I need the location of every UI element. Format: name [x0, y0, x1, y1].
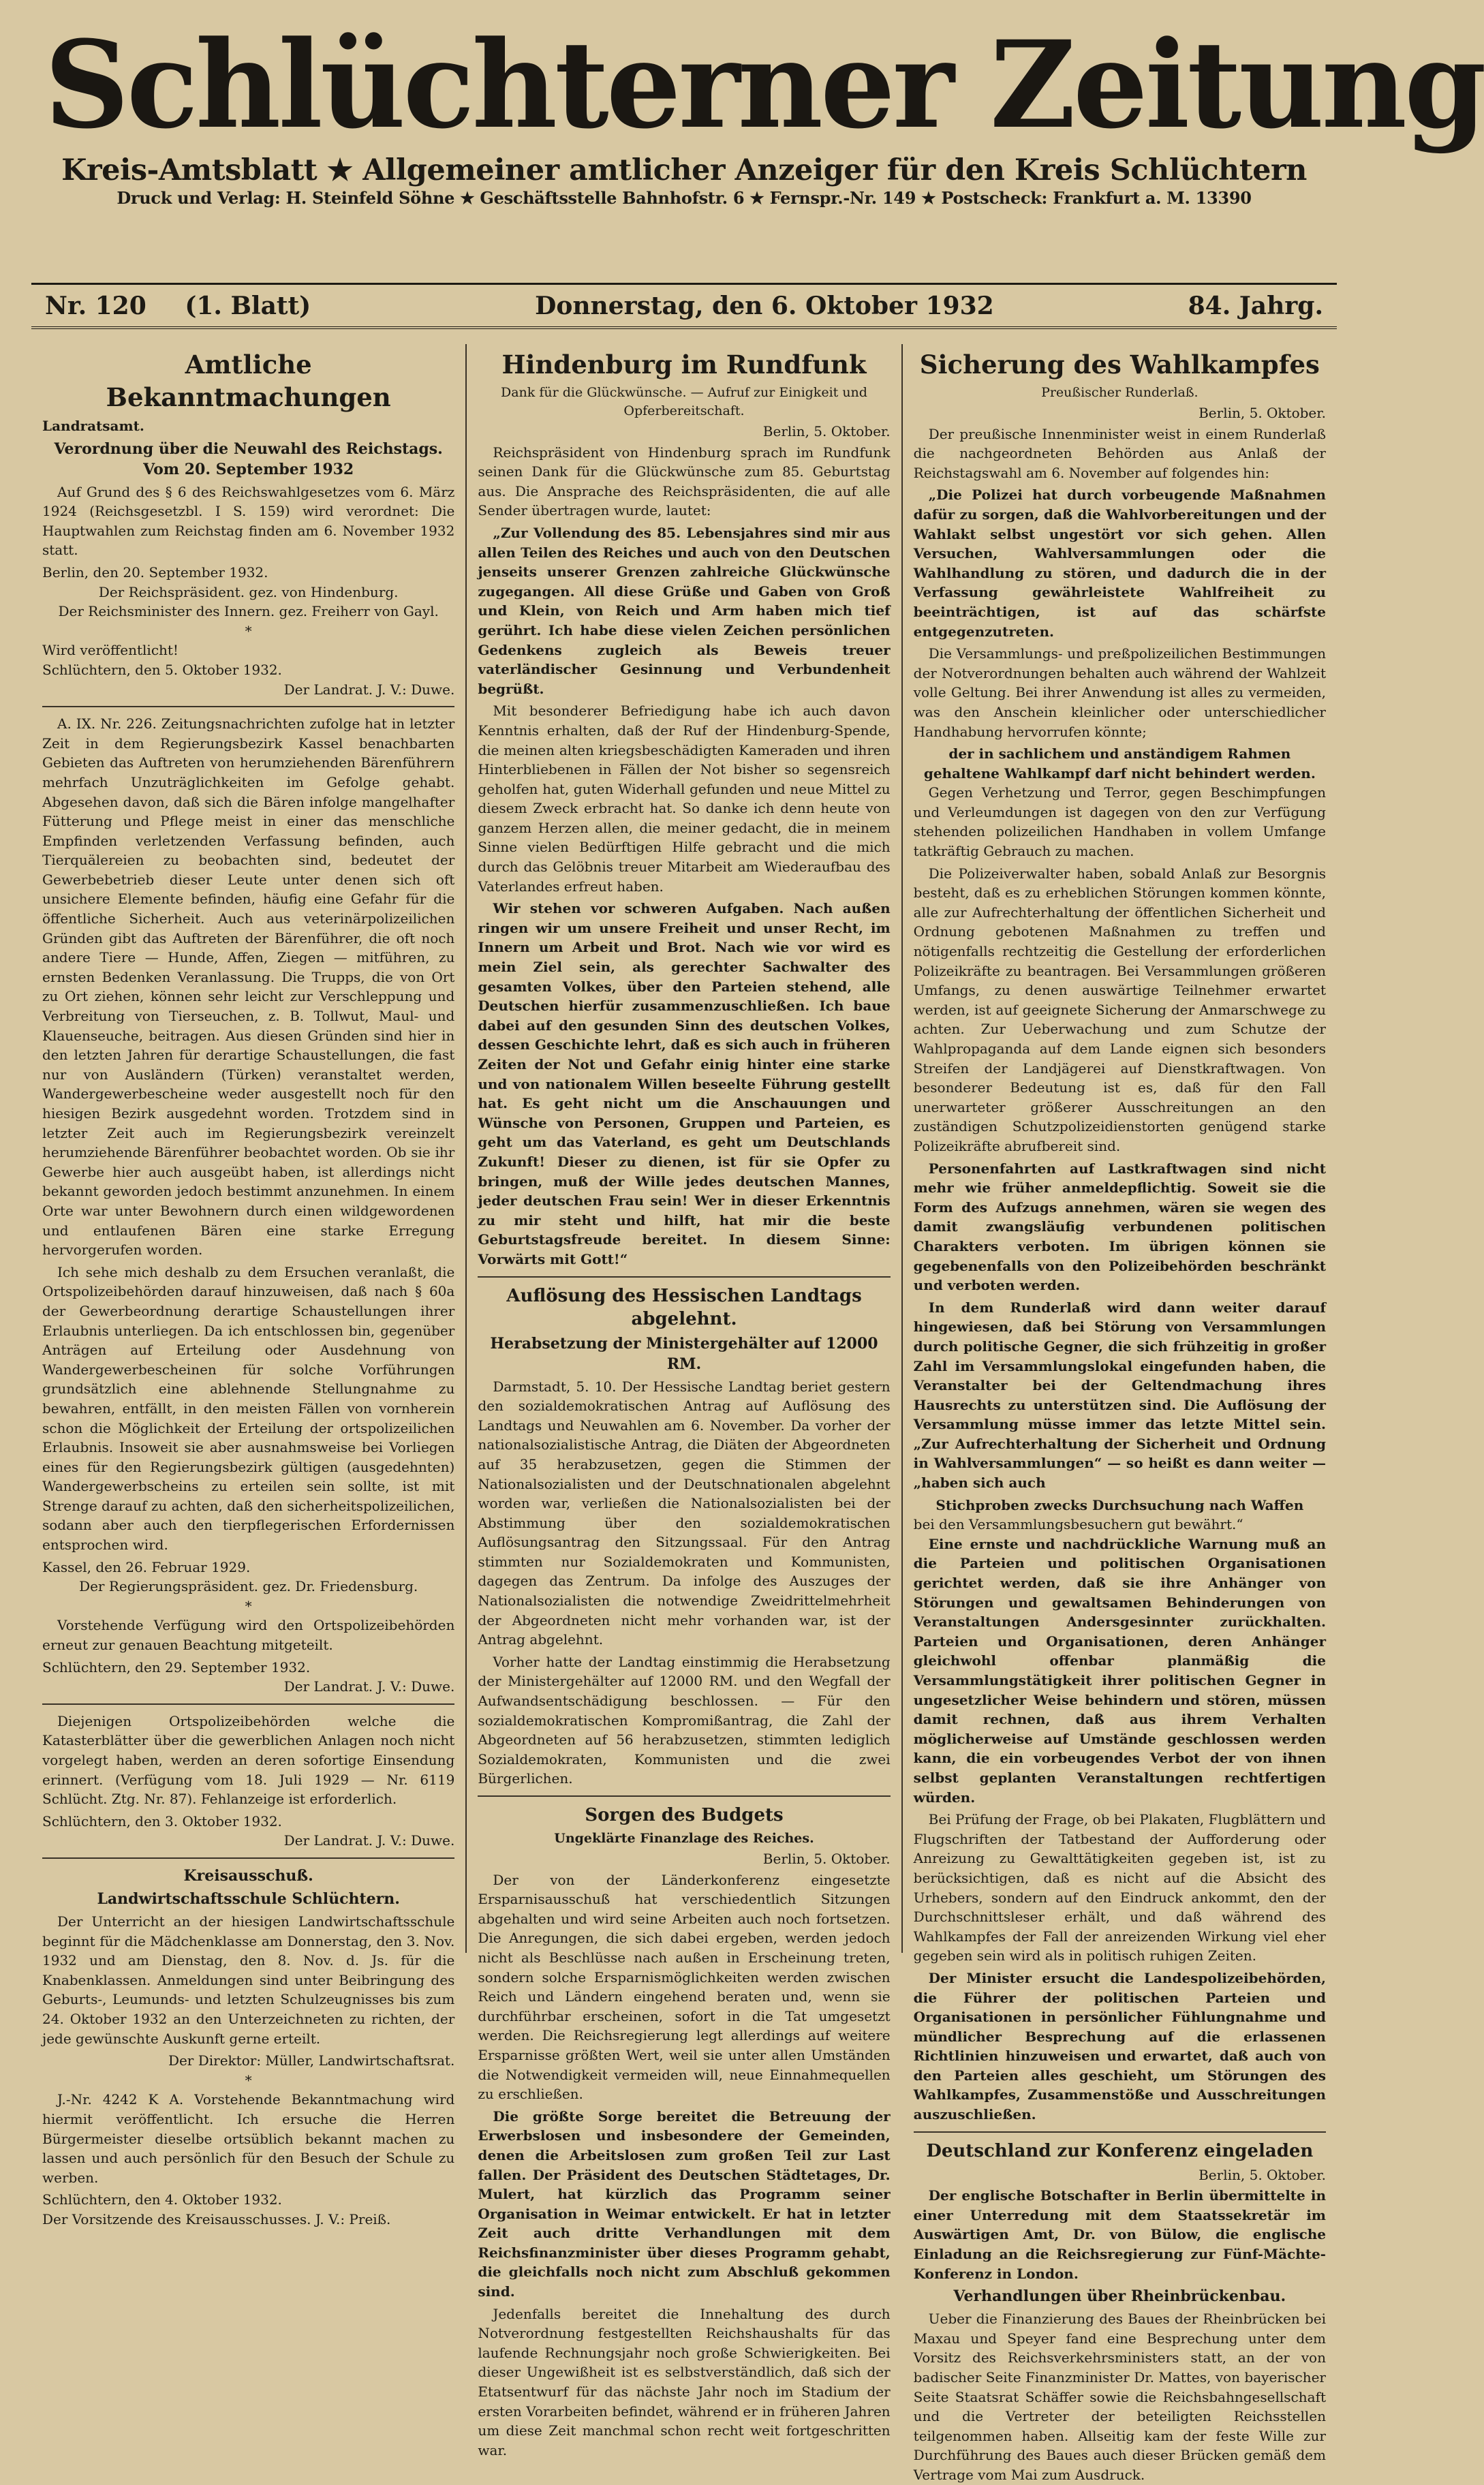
- separator-star: *: [245, 1597, 252, 1614]
- subheadline: Preußischer Runderlaß.: [1041, 385, 1199, 400]
- column-official-notices: [31, 344, 465, 2227]
- paragraph: Wir stehen vor schweren Aufgaben. Nach außen ringen wir um unsere Freiheit und unser Recht, im Innern um Arbeit und Brot. Nach wie vor wird es mein Ziel sein, als gerechter Sachwalter des gesamten Volkes, über den Parteien stehend, alle Deutschen hierfür zusammenzuschließen. Ich baue dabei auf den gesunden Sinn des deutschen Volkes, dessen Geschichte lehrt, daß es sich auch in früheren Zeiten der Not und Gefahr einig hinter eine starke und von nationalem Willen beseelte Führung gestellt hat. Es geht nicht um die Anschauungen und Wünsche von Personen, Gruppen und Parteien, es geht um das Vaterland, es geht um Deutschlands Zukunft! Dieser zu dienen, ist für sie Opfer zu bringen, muß der Wille jedes deutschen Mannes, jeder deutschen Frau sein! Wer in dieser Erkenntnis zu mir steht und hilft, hat mir die beste Geburtstagsfreude bereitet. In diesem Sinne: Vorwärts mit Gott!“: [478, 900, 891, 1267]
- paragraph: der in sachlichem und anständigem Rahmen gehaltene Wahlkampf darf nicht behindert werden.: [923, 745, 1316, 782]
- headline: Auflösung des Hessischen Landtags abgelehnt.: [506, 1285, 862, 1329]
- paragraph: Personenfahrten auf Lastkraftwagen sind nicht mehr wie früher anmeldepflichtig. Soweit sie die Form des Aufzugs annehmen, wären sie wegen des damit zwangsläufig verbundenen politischen Charakters verboten. Im übrigen können sie gegebenenfalls von den Polizeibehörden beschränkt und verboten werden.: [913, 1160, 1326, 1294]
- headline: Sorgen des Budgets: [585, 1805, 784, 1825]
- divider: [42, 1857, 454, 1859]
- headline: Sicherung des Wahlkampfes: [919, 350, 1320, 380]
- signature: Der Direktor: Müller, Landwirtschaftsrat.: [168, 2052, 455, 2069]
- divider: [42, 1703, 454, 1705]
- subheadline: Verhandlungen über Rheinbrückenbau.: [953, 2287, 1286, 2306]
- subheadline: Ungeklärte Finanzlage des Reiches.: [554, 1831, 814, 1846]
- paragraph: Bei Prüfung der Frage, ob bei Plakaten, Flugblättern und Flugschriften der Tatbestand der Aufforderung oder Anreizung zu Gewalttätigkeiten gegeben ist, ist zu berücksichtigen, daß es nicht auf die Absicht des Urhebers, sondern auf den Eindruck ankommt, den der Durchschnittsleser erhält, und daß während des Wahlkampfes der Fall der anreizenden Wirkung viel eher gegeben sein wird als in politisch ruhigen Zeiten.: [913, 1811, 1326, 1964]
- subheadline: Landwirtschaftsschule Schlüchtern.: [97, 1889, 400, 1908]
- paragraph: Die größte Sorge bereitet die Betreuung der Erwerbslosen und insbesondere der Gemeinden, denen die Arbeitslosen zum großen Teil zur Last fallen. Der Präsident des Deutschen Städtetages, Dr. Mulert, hat kürzlich das Programm seiner Organisation in Weimar entwickelt. Er hat in letzter Zeit auch dritte Verhandlungen mit dem Reichsfinanzminister über dieses Programm gehabt, die gleichfalls noch nicht zum Abschluß gekommen sind.: [478, 2108, 891, 2300]
- paragraph: J.-Nr. 4242 K A. Vorstehende Bekanntmachung wird hiermit veröffentlicht. Ich ersuche die Herren Bürgermeister dieselbe ortsüblich bekannt machen zu lassen und auch persönlich für den Besuch der Schule zu werben.: [42, 2091, 455, 2186]
- paragraph: Der Unterricht an der hiesigen Landwirtschaftsschule beginnt für die Mädchenklasse am Donnerstag, den 3. Nov. 1932 und am Dienstag, den 8. Nov. d. Js. für die Knabenklassen. Anmeldungen sind unter Beibringung des Geburts-, Leumunds- und letzten Schulzeugnisses bis zum 24. Oktober 1932 an den Unterzeichneten zu richten, der jede gewünschte Auskunft gerne erteilt.: [42, 1913, 455, 2047]
- newspaper-title: Schlüchterner Zeitung: [44, 14, 1484, 155]
- signature: Der Reichspräsident. gez. von Hindenburg.: [98, 583, 399, 600]
- signature: Der Vorsitzende des Kreisausschusses. J. V.: Preiß.: [42, 2210, 391, 2227]
- headline: Deutschland zur Konferenz eingeladen: [926, 2140, 1314, 2161]
- divider: [478, 1276, 890, 1278]
- dateline-text: Berlin, 5. Oktober.: [1199, 405, 1326, 421]
- issue-sheet: (1. Blatt): [185, 291, 311, 320]
- headline: Hindenburg im Rundfunk: [501, 350, 867, 380]
- issue-dateline: [31, 283, 1337, 329]
- paragraph: „Zur Vollendung des 85. Lebensjahres sind mir aus allen Teilen des Reiches und auch von den Deutschen jenseits unserer Grenzen zahlreiche Glückwünsche zugegangen. All diese Grüße und Gaben von Groß und Klein, von Reich und Arm haben mich tief gerührt. Ich habe diese vielen Zeichen persönlichen Gedenkens zugleich als Beweis treuer vaterländischer Gesinnung und Verbundenheit begrüßt.: [478, 524, 891, 697]
- office-label: Landratsamt.: [42, 418, 144, 434]
- subheadline: Kreisausschuß.: [183, 1866, 313, 1885]
- separator-star: *: [245, 2071, 252, 2088]
- dateline-text: Berlin, 5. Oktober.: [762, 1851, 891, 1867]
- paragraph: A. IX. Nr. 226. Zeitungsnachrichten zufolge hat in letzter Zeit in dem Regierungsbezirk Kassel benachbarten Gebieten das Auftreten von herumziehenden Bärenführern mehrfach Unzuträglichkeiten im Gefolge gehabt. Abgesehen davon, daß sich die Bären infolge mangelhafter Fütterung und Pflege meist in einer das menschliche Empfinden verletzenden Verfassung befinden, auch Tierquälereien zu beobachten sind, bedeutet der Gewerbebetrieb dieser Leute unter denen sich oft unsichere Elemente befinden, häufig eine Gefahr für die öffentliche Sicherheit. Auch aus veterinärpolizeilichen Gründen gibt das Auftreten der Bärenführer, die oft noch andere Tiere — Hunde, Affen, Ziegen — mitführen, zu ernsten Bedenken Veranlassung. Die Trupps, die von Ort zu Ort ziehen, können sehr leicht zur Verschleppung und Verbreitung von Tierseuchen, z. B. Tollwut, Maul- und Klauenseuche, beitragen. Aus diesen Gründen sind hier in den letzten Jahren für derartige Schaustellungen, die fast nur von Ausländern (Türken) veranstaltet werden, Wandergewerbescheine weder ausgestellt noch für den hiesigen Bezirk ausgedehnt worden. Trotzdem sind in letzter Zeit auch im Regierungsbezirk vereinzelt herumziehende Bärenführer beobachtet worden. Ob sie ihr Gewerbe hier auch ausgeübt haben, ist allerdings nicht bekannt geworden jedoch bestimmt anzunehmen. In einem Orte war unter Bewohnern durch einen wildgewordenen und entlaufenen Bären eine starke Erregung hervorgerufen worden.: [42, 715, 455, 1259]
- issue-date: Donnerstag, den 6. Oktober 1932: [535, 291, 994, 320]
- paragraph: Der englische Botschafter in Berlin übermittelte in einer Unterredung mit dem Staatssekretär im Auswärtigen Amt, Dr. von Bülow, die englische Einladung an die Reichsregierung zur Fünf-Mächte-Konferenz in London.: [913, 2187, 1326, 2282]
- dateline-text: Schlüchtern, den 29. September 1932.: [42, 1658, 311, 1676]
- column-hindenburg: [465, 344, 901, 2458]
- signature: Der Landrat. J. V.: Duwe.: [283, 1832, 455, 1849]
- dateline-text: Berlin, 5. Oktober.: [762, 423, 891, 439]
- divider: [914, 2131, 1326, 2133]
- paragraph: Die Versammlungs- und preßpolizeilichen Bestimmungen der Notverordnungen behalten auch während der Wahlzeit volle Geltung. Bei ihrer Anwendung ist alles zu vermeiden, was den Anschein kleinlicher oder unterschiedlicher Handhabung hervorrufen könnte;: [913, 645, 1326, 740]
- dateline-text: Kassel, den 26. Februar 1929.: [42, 1558, 251, 1575]
- dateline-text: Berlin, den 20. September 1932.: [42, 564, 268, 581]
- paragraph: Ich sehe mich deshalb zu dem Ersuchen veranlaßt, die Ortspolizeibehörden darauf hinzuweisen, daß nach § 60a der Gewerbeordnung derartige Schaustellungen ihrer Erlaubnis unterliegen. Da ich entschlossen bin, gegenüber Anträgen auf Erteilung oder Ausdehnung von Wandergewerbescheinen für solche Vorführungen grundsätzlich eine ablehnende Stellungnahme zu bewahren, entfällt, in den meisten Fällen von vornherein schon die Möglichkeit der Erteilung der ortspolizeilichen Erlaubnis. Insoweit sie aber ausnahmsweise bei Vorliegen eines für den Regierungsbezirk gültigen (ausgedehnten) Wandergewerbscheins zu erteilen sein sollte, ist mit Strenge darauf zu achten, daß den sicherheitspolizeilichen, sodann aber auch den tierpflegerischen Erfordernissen entsprochen wird.: [42, 1263, 455, 1554]
- masthead: [31, 14, 1484, 218]
- subheadline: Dank für die Glückwünsche. — Aufruf zur Einigkeit und Opferbereitschaft.: [501, 385, 867, 418]
- separator-star: *: [245, 622, 252, 639]
- newspaper-subtitle: Kreis-Amtsblatt ★ Allgemeiner amtlicher Anzeiger für den Kreis Schlüchtern: [61, 153, 1307, 187]
- headline: Amtliche Bekanntmachungen: [106, 350, 391, 412]
- dateline-text: Schlüchtern, den 5. Oktober 1932.: [42, 661, 282, 678]
- dateline-text: Schlüchtern, den 4. Oktober 1932.: [42, 2191, 282, 2208]
- paragraph: Die Polizeiverwalter haben, sobald Anlaß zur Besorgnis besteht, daß es zu erheblichen Störungen kommen könnte, alle zur Aufrechterhaltung der öffentlichen Sicherheit und Ordnung gebotenen Maßnahmen zu treffen und nötigenfalls rechtzeitig die Gestellung der erforderlichen Polizeikräfte zu beantragen. Bei Versammlungen größeren Umfangs, zu denen auswärtige Teilnehmer erwartet werden, ist auf geeignete Sicherung der Anmarschwege zu achten. Zur Ueberwachung und zum Schutze der Wahlpropaganda auf dem Lande eignen sich besonders Streifen der Landjägerei auf Dienstkraftwagen. Von besonderer Bedeutung ist es, daß für den Fall unerwarteter größerer Ausschreitungen an den zuständigen Schutzpolizeidienstorten genügend starke Polizeikräfte abrufbereit sind.: [913, 865, 1326, 1154]
- paragraph: Jedenfalls bereitet die Innehaltung des durch Notverordnung festgestellten Reichshaushalts für das laufende Rechnungsjahr noch große Schwierigkeiten. Bei dieser Ungewißheit ist es selbstverständlich, daß sich der Etatsentwurf für das nächste Jahr noch im Stadium der ersten Vorarbeiten befindet, während er in früheren Jahren um diese Zeit manchmal schon recht weit fortgeschritten war.: [478, 2305, 891, 2458]
- signature: Der Landrat. J. V.: Duwe.: [283, 1678, 455, 1695]
- paragraph: Diejenigen Ortspolizeibehörden welche die Katasterblätter über die gewerblichen Anlagen noch nicht vorgelegt haben, werden an deren sofortige Einsendung erinnert. (Verfügung vom 18. Juli 1929 — Nr. 6119 Schlücht. Ztg. Nr. 87). Fehlanzeige ist erforderlich.: [42, 1712, 455, 1808]
- signature: Der Regierungspräsident. gez. Dr. Friedensburg.: [79, 1578, 418, 1595]
- paragraph: In dem Runderlaß wird dann weiter darauf hingewiesen, daß bei Störung von Versammlungen durch politische Gegner, die sich frühzeitig in großer Zahl im Versammlungslokal eingefunden haben, die Veranstalter bei der Geltendmachung ihres Hausrechts zu unterstützen sind. Die Auflösung der Versammlung müsse immer das letzte Mittel sein. „Zur Aufrechterhaltung der Sicherheit und Ordnung in Wahlversammlungen“ — so heißt es dann weiter — „haben sich auch: [913, 1299, 1326, 1492]
- paragraph: Ueber die Finanzierung des Baues der Rheinbrücken bei Maxau und Speyer fand eine Besprechung unter dem Vorsitz des Reichsverkehrsministers statt, an der von badischer Seite Finanzminister Dr. Mattes, von bayerischer Seite Staatsrat Schäffer sowie die Reichsbahngesellschaft und die Vertreter der beteiligten Reichsstellen teilgenommen haben. Allseitig kam der feste Wille zur Durchführung des Baues auch dieser Brücken gemäß dem Vertrage vom Mai zum Ausdruck.: [913, 2311, 1326, 2483]
- paragraph: Mit besonderer Befriedigung habe ich auch davon Kenntnis erhalten, daß der Ruf der Hindenburg-Spende, die meinen alten kriegsbeschädigten Kameraden und ihren Hinterbliebenen in Fällen der Not bisher so segensreich geholfen hat, guten Widerhall gefunden und neue Mittel zu diesem Zweck erbracht hat. So danke ich denn heute von ganzem Herzen allen, die meiner gedacht, die in meinem Sinne vielen Bedürftigen Hilfe gebracht und die mich durch das Gelöbnis treuer Mitarbeit am Wiederaufbau des Vaterlandes erfreut haben.: [478, 703, 891, 895]
- columns: [31, 344, 1337, 2483]
- issue-number: Nr. 120: [45, 291, 146, 320]
- paragraph: Reichspräsident von Hindenburg sprach im Rundfunk seinen Dank für die Glückwünsche zum 85. Geburtstag aus. Die Ansprache des Reichspräsidenten, die auf alle Sender übertragen wurde, lautet:: [478, 444, 891, 519]
- paragraph: Darmstadt, 5. 10. Der Hessische Landtag beriet gestern den sozialdemokratischen Antrag auf Auflösung des Landtags und Neuwahlen am 6. November. Da vorher der nationalsozialistische Antrag, die Diäten der Abgeordneten auf 35 herabzusetzen, gegen die Stimmen der Nationalsozialisten und der Deutschnationalen abgelehnt worden war, verließen die Nationalsozialisten bei der Abstimmung über den sozialdemokratischen Auflösungsantrag den Sitzungssaal. Für den Antrag stimmten nur Sozialdemokraten und Kommunisten, dagegen das Zentrum. Da infolge des Auszuges der Nationalsozialisten die notwendige Zweidrittelmehrheit der Abgeordneten nicht mehr vorhanden war, ist der Antrag abgelehnt.: [478, 1378, 891, 1648]
- publisher-line: Druck und Verlag: H. Steinfeld Söhne ★ Geschäftsstelle Bahnhofstr. 6 ★ Fernspr.-Nr. 149 ★ Postscheck: Frankfurt a. M. 13390: [117, 188, 1252, 208]
- signature: Der Landrat. J. V.: Duwe.: [283, 681, 455, 698]
- paragraph: Wird veröffentlicht!: [42, 642, 179, 659]
- dateline-text: Schlüchtern, den 3. Oktober 1932.: [42, 1812, 282, 1830]
- dateline-text: Berlin, 5. Oktober.: [1199, 2166, 1326, 2183]
- paragraph: Der preußische Innenminister weist in einem Runderlaß die nachgeordneten Behörden aus Anlaß der Reichstagswahl am 6. November auf folgendes hin:: [913, 425, 1326, 481]
- paragraph: Gegen Verhetzung und Terror, gegen Beschimpfungen und Verleumdungen ist dagegen von den zur Verfügung stehenden polizeilichen Handhaben in vollem Umfange tatkräftig Gebrauch zu machen.: [913, 784, 1326, 860]
- signature: Der Reichsminister des Innern. gez. Freiherr von Gayl.: [58, 603, 439, 620]
- paragraph: Vorher hatte der Landtag einstimmig die Herabsetzung der Ministergehälter auf 12000 RM. und den Wegfall der Aufwandsentschädigung beschlossen. — Für den sozialdemokratischen Kompromißantrag, die Zahl der Abgeordneten auf 56 herabzusetzen, stimmten lediglich Sozialdemokraten, Kommunisten und die zwei Bürgerlichen.: [478, 1653, 891, 1787]
- paragraph: Auf Grund des § 6 des Reichswahlgesetzes vom 6. März 1924 (Reichsgesetzbl. I S. 159) wird verordnet: Die Hauptwahlen zum Reichstag finden am 6. November 1932 statt.: [42, 483, 455, 559]
- subheadline: Verordnung über die Neuwahl des Reichstags. Vom 20. September 1932: [54, 439, 443, 478]
- paragraph: Vorstehende Verfügung wird den Ortspolizeibehörden erneut zur genauen Beachtung mitgeteilt.: [42, 1617, 455, 1654]
- subheadline: Herabsetzung der Ministergehälter auf 12000 RM.: [490, 1334, 878, 1373]
- issue-year: 84. Jahrg.: [1188, 291, 1323, 320]
- paragraph: „Die Polizei hat durch vorbeugende Maßnahmen dafür zu sorgen, daß die Wahlvorbereitungen und der Wahlakt selbst ungestört vor sich gehen. Allen Versuchen, Wahlversammlungen oder die Wahlhandlung zu stören, und dadurch die in der Verfassung gewährleistete Wahlfreiheit zu beeinträchtigen, ist auf das schärfste entgegenzutreten.: [913, 487, 1326, 640]
- divider: [478, 1795, 890, 1797]
- paragraph: Der von der Länderkonferenz eingesetzte Ersparnisausschuß hat verschiedentlich Sitzungen abgehalten und wird seine Arbeiten auch noch fortsetzen. Die Anregungen, die sich dabei ergeben, werden jedoch nicht als Beschlüsse nach außen in Erscheinung treten, sondern solche Ersparnismöglichkeiten werden zwischen Reich und Ländern eingehend beraten und, wenn sie durchführbar erscheinen, sofort in die Tat umgesetzt werden. Die Reichsregierung legt allerdings auf weitere Ersparnisse größten Wert, weil sie unter allen Umständen die Notwendigkeit vermeiden will, neue Einnahmequellen zu erschließen.: [478, 1871, 891, 2103]
- paragraph: Der Minister ersucht die Landespolizeibehörden, die Führer der politischen Parteien und Organisationen in persönlicher Fühlungnahme und mündlicher Besprechung auf die erlassenen Richtlinien hinzuweisen und erwartet, daß auch von den Parteien alles geschieht, um Störungen des Wahlkampfes, Zusammenstöße und Ausschreitungen auszuschließen.: [913, 1969, 1326, 2123]
- paragraph: Eine ernste und nachdrückliche Warnung muß an die Parteien und politischen Organisationen gerichtet werden, daß sie ihre Anhänger von Störungen und gewaltsamen Behinderungen von Veranstaltungen Andersgesinnter zurückhalten. Parteien und Organisationen, deren Anhänger gleichwohl offenbar planmäßig die Versammlungstätigkeit ihrer politischen Gegner in ungesetzlicher Weise behindern und stören, müssen damit rechnen, daß aus ihrem Verhalten möglicherweise auf Umstände geschlossen werden kann, die ein vorbeugendes Verbot der von ihnen selbst geplanten Veranstaltungen rechtfertigen würden.: [913, 1535, 1326, 1806]
- column-election-security: [901, 344, 1337, 2483]
- paragraph: Stichproben zwecks Durchsuchung nach Waffen: [936, 1496, 1304, 1513]
- paragraph: bei den Versammlungsbesuchern gut bewährt.“: [913, 1516, 1243, 1533]
- divider: [42, 706, 454, 707]
